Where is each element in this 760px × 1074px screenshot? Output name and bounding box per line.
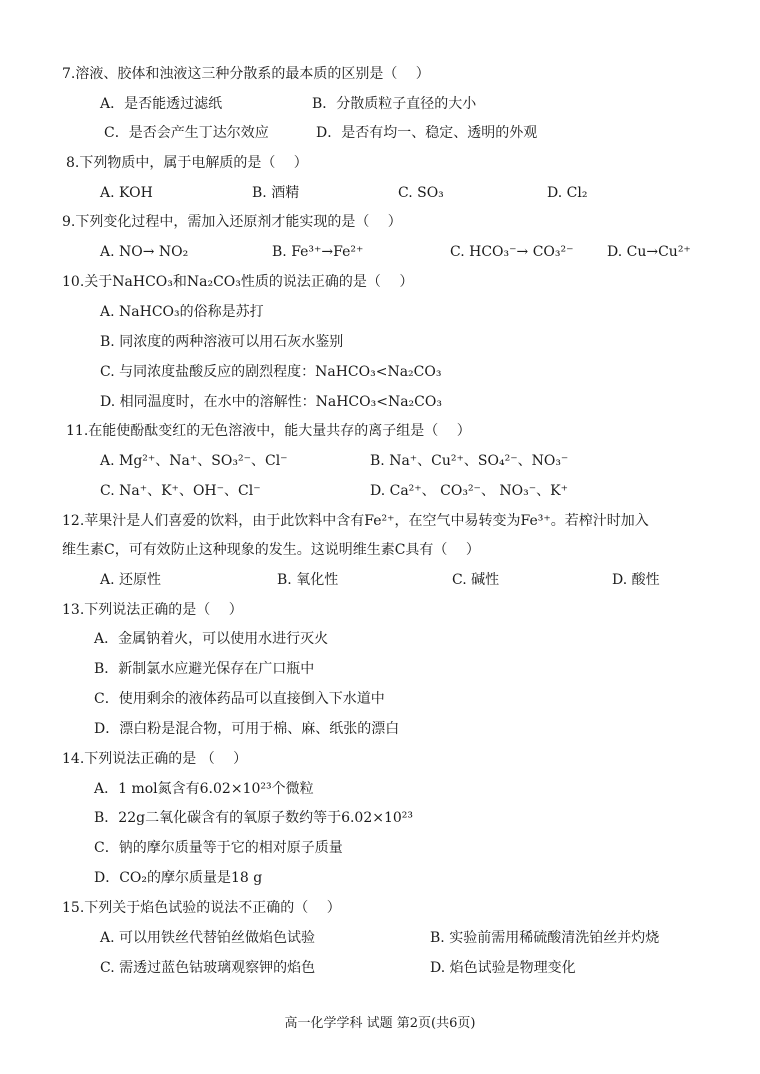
question-8-option-d: D. Cl₂ — [547, 185, 588, 201]
question-8-stem: 8.下列物质中，属于电解质的是（ ） — [66, 155, 308, 171]
question-10-stem: 10.关于NaHCO₃和Na₂CO₃性质的说法正确的是（ ） — [62, 274, 414, 290]
question-11-option-b: B. Na⁺、Cu²⁺、SO₄²⁻、NO₃⁻ — [370, 453, 569, 469]
page-footer: 高一化学学科 试题 第2页(共6页) — [284, 1016, 476, 1031]
question-14-option-b: B．22g二氧化碳含有的氧原子数约等于6.02×10²³ — [94, 810, 414, 826]
question-14-option-a: A．1 mol氮含有6.02×10²³个微粒 — [94, 781, 314, 797]
question-9-option-a: A. NO→ NO₂ — [100, 244, 189, 260]
question-10-option-a: A. NaHCO₃的俗称是苏打 — [100, 304, 264, 320]
question-15-option-d: D. 焰色试验是物理变化 — [430, 960, 576, 976]
question-13-option-a: A．金属钠着火，可以使用水进行灭火 — [94, 631, 329, 647]
question-7-option-b: B．分散质粒子直径的大小 — [312, 96, 477, 112]
question-14-option-c: C．钠的摩尔质量等于它的相对原子质量 — [94, 840, 343, 856]
question-11-option-d: D. Ca²⁺、 CO₃²⁻、 NO₃⁻、K⁺ — [370, 483, 568, 499]
question-7-option-d: D．是否有均一、稳定、透明的外观 — [316, 125, 538, 141]
question-13-option-c: C．使用剩余的液体药品可以直接倒入下水道中 — [94, 691, 385, 707]
question-13-option-d: D．漂白粉是混合物，可用于棉、麻、纸张的漂白 — [94, 721, 400, 737]
question-9-option-d: D. Cu→Cu²⁺ — [607, 244, 691, 260]
question-15-option-c: C. 需透过蓝色钴玻璃观察钾的焰色 — [100, 960, 316, 976]
question-8-option-b: B. 酒精 — [252, 185, 300, 201]
question-15-stem: 15.下列关于焰色试验的说法不正确的（ ） — [62, 900, 341, 916]
question-14-option-d: D．CO₂的摩尔质量是18 g — [94, 870, 263, 886]
question-8-option-c: C. SO₃ — [398, 185, 444, 201]
question-7-stem: 7.溶液、胶体和浊液这三种分散系的最本质的区别是（ ） — [62, 66, 430, 82]
question-13-option-b: B．新制氯水应避光保存在广口瓶中 — [94, 661, 315, 677]
question-15-option-a: A. 可以用铁丝代替铂丝做焰色试验 — [100, 930, 316, 946]
question-12-stem-continued: 维生素C，可有效防止这种现象的发生。这说明维生素C具有（ ） — [62, 542, 480, 558]
question-12-option-b: B. 氧化性 — [277, 572, 339, 588]
question-11-option-a: A. Mg²⁺、Na⁺、SO₃²⁻、Cl⁻ — [100, 453, 288, 469]
question-12-stem: 12.苹果汁是人们喜爱的饮料，由于此饮料中含有Fe²⁺，在空气中易转变为Fe³⁺。若榨汁时加入 — [62, 513, 649, 529]
question-11-option-c: C. Na⁺、K⁺、OH⁻、Cl⁻ — [100, 483, 261, 499]
question-8-option-a: A. KOH — [100, 185, 153, 201]
question-9-stem: 9.下列变化过程中，需加入还原剂才能实现的是（ ） — [62, 214, 402, 230]
question-13-stem: 13.下列说法正确的是（ ） — [62, 602, 243, 618]
question-12-option-d: D. 酸性 — [612, 572, 660, 588]
question-10-option-b: B. 同浓度的两种溶液可以用石灰水鉴别 — [100, 334, 344, 350]
question-14-stem: 14.下列说法正确的是 （ ） — [62, 751, 248, 767]
question-9-option-c: C. HCO₃⁻→ CO₃²⁻ — [450, 244, 574, 260]
question-9-option-b: B. Fe³⁺→Fe²⁺ — [272, 244, 364, 260]
question-15-option-b: B. 实验前需用稀硫酸清洗铂丝并灼烧 — [430, 930, 660, 946]
question-10-option-d: D. 相同温度时，在水中的溶解性：NaHCO₃<Na₂CO₃ — [100, 394, 442, 410]
question-11-stem: 11.在能使酚酞变红的无色溶液中，能大量共存的离子组是（ ） — [66, 423, 471, 439]
question-7-option-a: A．是否能透过滤纸 — [100, 96, 223, 112]
question-10-option-c: C. 与同浓度盐酸反应的剧烈程度：NaHCO₃<Na₂CO₃ — [100, 364, 442, 380]
question-12-option-c: C. 碱性 — [452, 572, 500, 588]
question-7-option-c: C．是否会产生丁达尔效应 — [104, 125, 269, 141]
question-12-option-a: A. 还原性 — [100, 572, 162, 588]
